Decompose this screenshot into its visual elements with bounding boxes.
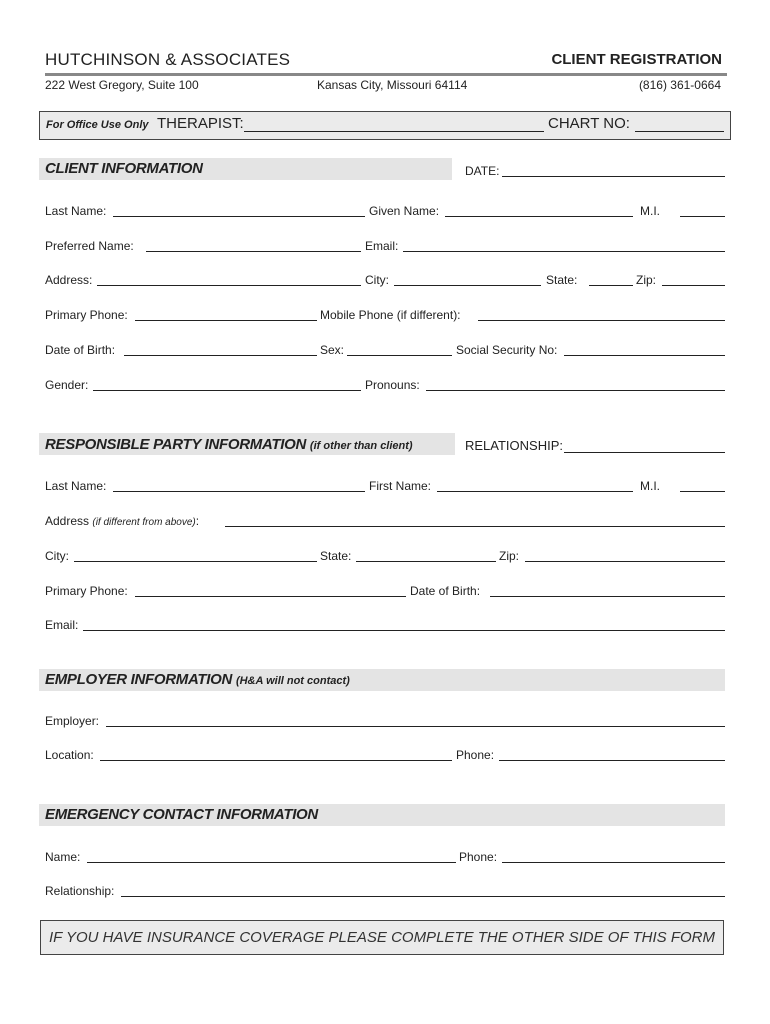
company-name: HUTCHINSON & ASSOCIATES [45,50,291,69]
dob-label: Date of Birth: [45,343,116,357]
rp-zip-label: Zip: [499,549,520,563]
chart-no-field[interactable] [635,131,724,132]
mobile-phone-label: Mobile Phone (if different): [320,308,461,322]
company-street: 222 West Gregory, Suite 100 [45,78,199,92]
employer-subtitle: (H&A will not contact) [235,675,350,687]
rp-dob-field[interactable] [490,596,725,597]
city-label: City: [365,273,389,287]
rp-first-name-label: First Name: [369,479,432,493]
therapist-label: THERAPIST: [157,115,244,132]
mi-label: M.I. [640,204,660,218]
sex-label: Sex: [320,343,345,357]
rp-dob-label: Date of Birth: [410,584,481,598]
rp-first-name-field[interactable] [437,491,633,492]
employer-label: Employer: [45,714,100,728]
relationship-field[interactable] [564,452,725,453]
preferred-name-field[interactable] [146,251,361,252]
state-field[interactable] [589,285,633,286]
rp-zip-field[interactable] [525,561,725,562]
rp-last-name-label: Last Name: [45,479,107,493]
city-field[interactable] [394,285,541,286]
therapist-field[interactable] [244,131,544,132]
responsible-section-title [45,436,413,453]
rp-email-label: Email: [45,618,79,632]
preferred-name-label: Preferred Name: [45,239,134,253]
company-phone: (816) 361-0664 [638,78,721,92]
ec-relationship-label: Relationship: [45,884,115,898]
rp-city-label: City: [45,549,69,563]
zip-label: Zip: [636,273,657,287]
rp-state-field[interactable] [356,561,496,562]
gender-field[interactable] [93,390,361,391]
rp-address-colon: : [195,514,200,528]
rp-state-label: State: [320,549,352,563]
office-use-label: For Office Use Only [46,119,149,131]
location-label: Location: [45,748,94,762]
employer-field[interactable] [106,726,725,727]
employer-phone-label: Phone: [456,748,495,762]
address-label: Address: [45,273,93,287]
ssn-field[interactable] [564,355,725,356]
pronouns-label: Pronouns: [365,378,420,392]
ssn-label: Social Security No: [456,343,558,357]
rp-address-label [45,514,199,528]
zip-field[interactable] [662,285,725,286]
email-field[interactable] [403,251,725,252]
ec-relationship-field[interactable] [121,896,725,897]
ec-phone-label: Phone: [459,850,498,864]
date-label: DATE: [465,164,500,178]
primary-phone-field[interactable] [135,320,317,321]
responsible-title-text: RESPONSIBLE PARTY INFORMATION [45,436,307,453]
date-field[interactable] [502,176,725,177]
rp-primary-phone-field[interactable] [135,596,406,597]
ec-name-field[interactable] [87,862,456,863]
rp-mi-label: M.I. [640,479,660,493]
chart-no-label: CHART NO: [548,115,630,132]
emergency-section-title: EMERGENCY CONTACT INFORMATION [45,806,318,823]
rp-last-name-field[interactable] [113,491,365,492]
email-label: Email: [365,239,399,253]
rp-address-text: Address [45,514,90,528]
insurance-notice: IF YOU HAVE INSURANCE COVERAGE PLEASE COMPLETE THE OTHER SIDE OF THIS FORM [49,929,715,946]
address-field[interactable] [97,285,361,286]
primary-phone-label: Primary Phone: [45,308,128,322]
dob-field[interactable] [124,355,317,356]
responsible-subtitle: (if other than client) [309,440,413,452]
company-city: Kansas City, Missouri 64114 [317,78,468,92]
given-name-field[interactable] [445,216,633,217]
header-divider [45,73,727,76]
rp-primary-phone-label: Primary Phone: [45,584,128,598]
rp-address-note: (if different from above) [92,517,196,528]
rp-address-field[interactable] [225,526,725,527]
rp-city-field[interactable] [74,561,317,562]
employer-title-text: EMPLOYER INFORMATION [45,671,233,688]
gender-label: Gender: [45,378,89,392]
given-name-label: Given Name: [369,204,440,218]
location-field[interactable] [100,760,452,761]
last-name-label: Last Name: [45,204,107,218]
sex-field[interactable] [347,355,452,356]
employer-section-title [45,671,350,688]
ec-name-label: Name: [45,850,81,864]
rp-mi-field[interactable] [680,491,725,492]
pronouns-field[interactable] [426,390,725,391]
employer-phone-field[interactable] [499,760,725,761]
state-label: State: [546,273,578,287]
last-name-field[interactable] [113,216,365,217]
ec-phone-field[interactable] [502,862,725,863]
form-title: CLIENT REGISTRATION [551,51,722,68]
relationship-label: RELATIONSHIP: [465,438,564,453]
client-section-title: CLIENT INFORMATION [45,160,203,177]
rp-email-field[interactable] [83,630,725,631]
mobile-phone-field[interactable] [478,320,725,321]
mi-field[interactable] [680,216,725,217]
